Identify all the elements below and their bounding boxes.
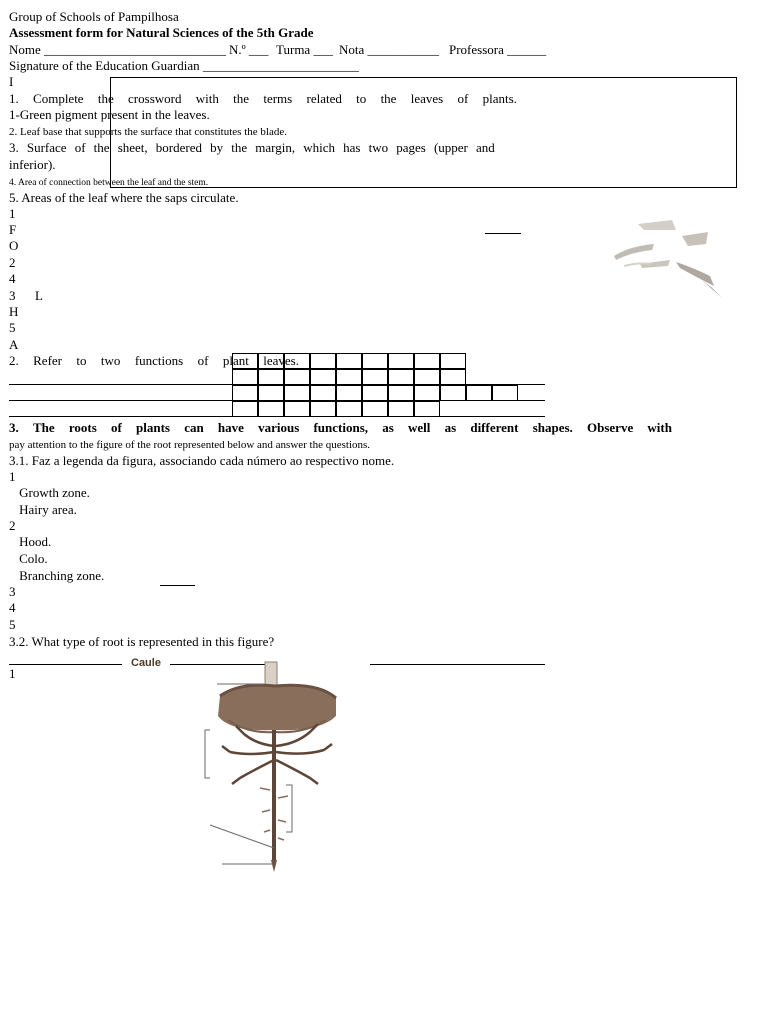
crossword-cell[interactable] [310,353,336,369]
crossword-cell[interactable] [414,401,440,417]
crossword-cell[interactable] [232,385,258,401]
crossword-cell[interactable] [284,369,310,385]
crossword-cell[interactable] [232,369,258,385]
answer-line [160,585,195,586]
crossword-cell[interactable] [258,385,284,401]
crossword-cell[interactable] [362,385,388,401]
option-hood: Hood. [9,534,45,549]
section-roman-numeral: I [9,74,14,89]
crossword-cell[interactable] [440,353,466,369]
crossword-cell[interactable] [310,401,336,417]
option-colo: Colo. [9,551,41,566]
stem-label: Caule [131,657,161,669]
crossword-cell[interactable] [440,369,466,385]
crossword-cell[interactable] [336,401,362,417]
crossword-letter: 3 [9,288,16,303]
answer-line[interactable] [9,416,545,417]
question-3-1: 3.1. Faz a legenda da figura, associando cada número ao respectivo nome. [9,453,395,468]
number-field[interactable]: N.º ___ [229,42,269,57]
clue-5: 5. Areas of the leaf where the saps circulate. [9,190,239,205]
clue-1: 1-Green pigment present in the leaves. [9,107,210,122]
page-title: Assessment form for Natural Sciences of the 5th Grade [9,25,314,40]
answer-line[interactable] [9,400,545,401]
crossword-cell[interactable] [466,385,492,401]
crossword-cell[interactable] [336,385,362,401]
crossword-cell[interactable] [310,385,336,401]
question-1: 1. Complete the crossword with the terms related to the leaves of plants. [9,91,517,106]
crossword-cell[interactable] [414,353,440,369]
clue-2: 2. Leaf base that supports the surface that constitutes the blade. [9,126,287,138]
crossword-cell[interactable] [258,401,284,417]
crossword-cell[interactable] [284,401,310,417]
crossword-letter: 4 [9,271,16,286]
crossword-cell[interactable] [362,353,388,369]
crossword-cell[interactable] [232,401,258,417]
answer-line[interactable] [9,664,122,665]
question-3-continued: pay attention to the figure of the root represented below and answer the questions. [9,439,371,451]
crossword-cell[interactable] [336,369,362,385]
guardian-signature-field[interactable]: Signature of the Education Guardian ________________________ [9,58,359,73]
crossword-letter: 2 [9,255,16,270]
crossword-letter: H [9,304,19,319]
option-branching-zone: Branching zone. [9,568,98,583]
crossword-letter: A [9,337,19,352]
question-3-2: 3.2. What type of root is represented in this figure? [9,634,275,649]
crossword-letter: 5 [9,320,16,335]
crossword-cell[interactable] [492,385,518,401]
crossword-letter: O [9,238,19,253]
crossword-cell[interactable] [388,401,414,417]
name-field[interactable]: Nome ____________________________ [9,42,227,57]
answer-line[interactable] [9,384,545,385]
option-growth-zone: Growth zone. [9,485,84,500]
option-hairy-area: Hairy area. [9,502,70,517]
teacher-field[interactable]: Professora ______ [449,42,547,57]
crossword-cell[interactable] [414,385,440,401]
legend-number: 2 [9,518,16,533]
crossword-cell[interactable] [336,353,362,369]
clue-4: 4. Area of connection between the leaf and the stem. [9,178,209,188]
crossword-letter: L [35,288,43,303]
clue-3: 3. Surface of the sheet, bordered by the margin, which has two pages (upper and [9,140,495,155]
answer-line[interactable] [370,664,545,665]
question-2: 2. Refer to two functions of plant leaves. [9,353,299,368]
legend-number: 3 [9,584,16,599]
school-name: Group of Schools of Pampilhosa [9,9,179,24]
legend-number: 1 [9,469,16,484]
crossword-letter: 1 [9,206,16,221]
crossword-letter: F [9,222,17,237]
crossword-cell[interactable] [310,369,336,385]
figure-number: 1 [9,666,16,681]
crossword-cell[interactable] [388,353,414,369]
clue-3-continued: inferior). [9,157,56,172]
crossword-cell[interactable] [362,401,388,417]
crossword-cell[interactable] [440,385,466,401]
legend-number: 4 [9,600,16,615]
crossword-cell[interactable] [284,385,310,401]
crossword-cell[interactable] [388,385,414,401]
legend-number: 5 [9,617,16,632]
crossword-cell[interactable] [258,369,284,385]
crossword-cell[interactable] [362,369,388,385]
crossword-cell[interactable] [388,369,414,385]
root-illustration [200,660,350,880]
question-3: 3. The roots of plants can have various functions, as well as different shapes. Observe with [9,420,672,435]
grade-field[interactable]: Nota ___________ [339,42,440,57]
class-field[interactable]: Turma ___ [276,42,333,57]
answer-line [485,233,521,234]
leaf-image [610,218,725,300]
crossword-cell[interactable] [414,369,440,385]
